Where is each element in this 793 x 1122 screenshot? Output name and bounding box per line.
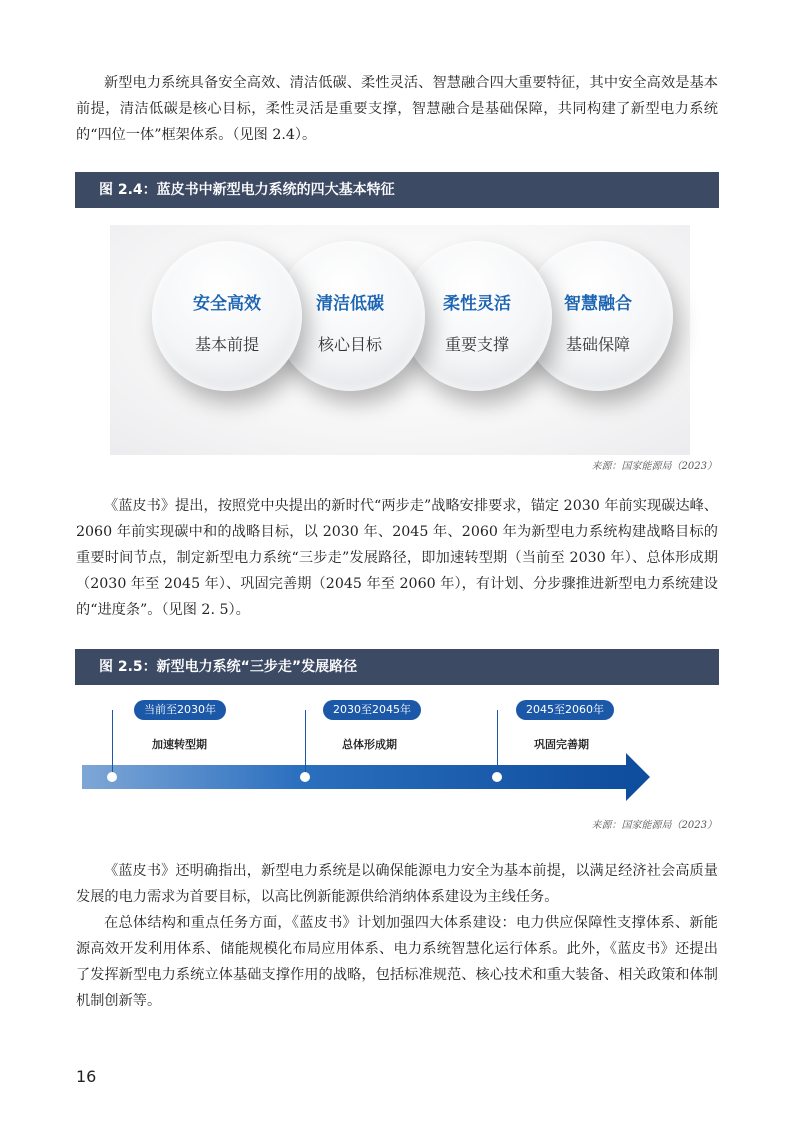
timeline-arrow-head — [626, 753, 650, 801]
stage-name: 巩固完善期 — [534, 738, 589, 751]
figure-2-5-source: 来源：国家能源局（2023） — [591, 820, 717, 831]
feature-name: 清洁低碳 — [316, 294, 384, 314]
stage-marker — [300, 772, 310, 782]
figure-2-5-title: 图 2.5：新型电力系统“三步走”发展路径 — [75, 649, 719, 685]
stage-connector — [305, 710, 306, 776]
timeline-arrow-body — [82, 765, 627, 789]
closing-paragraph-2: 在总体结构和重点任务方面，《蓝皮书》计划加强四大体系建设：电力供应保障性支撑体系、新能源高效开发利用体系、储能规模化布局应用体系、电力系统智慧化运行体系。此外，《蓝皮书》还提出了发挥新型电力系统立体基础支撑作用的战略，包括标准规范、核心技术和重大装备、相关政策和体制机制创新等。 — [76, 915, 718, 1009]
feature-role: 核心目标 — [317, 335, 382, 354]
stage-connector — [112, 710, 113, 776]
page-number: 16 — [76, 1067, 97, 1086]
stage-connector — [497, 710, 498, 776]
stage-marker — [107, 772, 117, 782]
feature-name: 智慧融合 — [564, 294, 632, 314]
middle-paragraph: 《蓝皮书》提出，按照党中央提出的新时代“两步走”战略安排要求，锚定 2030 年前实现碳达峰、2060 年前实现碳中和的战略目标，以 2030 年、2045 年、2060 年为新型电力系统构建战略目标的重要时间节点，制定新型电力系统“三步走”发展路径，即加速转型期（当前至 2030 年）、总体形成期（2030 年至 2045 年）、巩固完善期（2045 年至 2060 年），有计划、分步骤推进新型电力系统建设的“进度条”。（见图 2. 5）。 — [76, 498, 718, 618]
stage-period-badge: 当前至2030年 — [134, 700, 226, 720]
closing-paragraph-1: 《蓝皮书》还明确指出，新型电力系统是以确保能源电力安全为基本前提，以满足经济社会高质量发展的电力需求为首要目标，以高比例新能源供给消纳体系建设为主线任务。 — [76, 863, 718, 905]
feature-role: 基础保障 — [565, 335, 630, 354]
feature-name: 安全高效 — [193, 294, 261, 314]
stage-period-badge: 2030至2045年 — [323, 700, 421, 720]
stage-name: 总体形成期 — [342, 738, 397, 751]
figure-2-4-diagram — [110, 225, 690, 455]
intro-paragraph: 新型电力系统具备安全高效、清洁低碳、柔性灵活、智慧融合四大重要特征，其中安全高效是基本前提，清洁低碳是核心目标，柔性灵活是重要支撑，智慧融合是基础保障，共同构建了新型电力系统的“四位一体”框架体系。（见图 2.4）。 — [76, 75, 718, 143]
stage-period-badge: 2045至2060年 — [516, 700, 614, 720]
feature-role: 基本前提 — [194, 335, 259, 354]
figure-2-4-title: 图 2.4：蓝皮书中新型电力系统的四大基本特征 — [75, 172, 719, 208]
feature-circle-safety — [152, 241, 302, 391]
stage-marker — [492, 772, 502, 782]
figure-2-4-source: 来源：国家能源局（2023） — [591, 461, 717, 472]
feature-name: 柔性灵活 — [443, 294, 511, 314]
feature-role: 重要支撑 — [444, 335, 509, 354]
stage-name: 加速转型期 — [152, 738, 207, 751]
